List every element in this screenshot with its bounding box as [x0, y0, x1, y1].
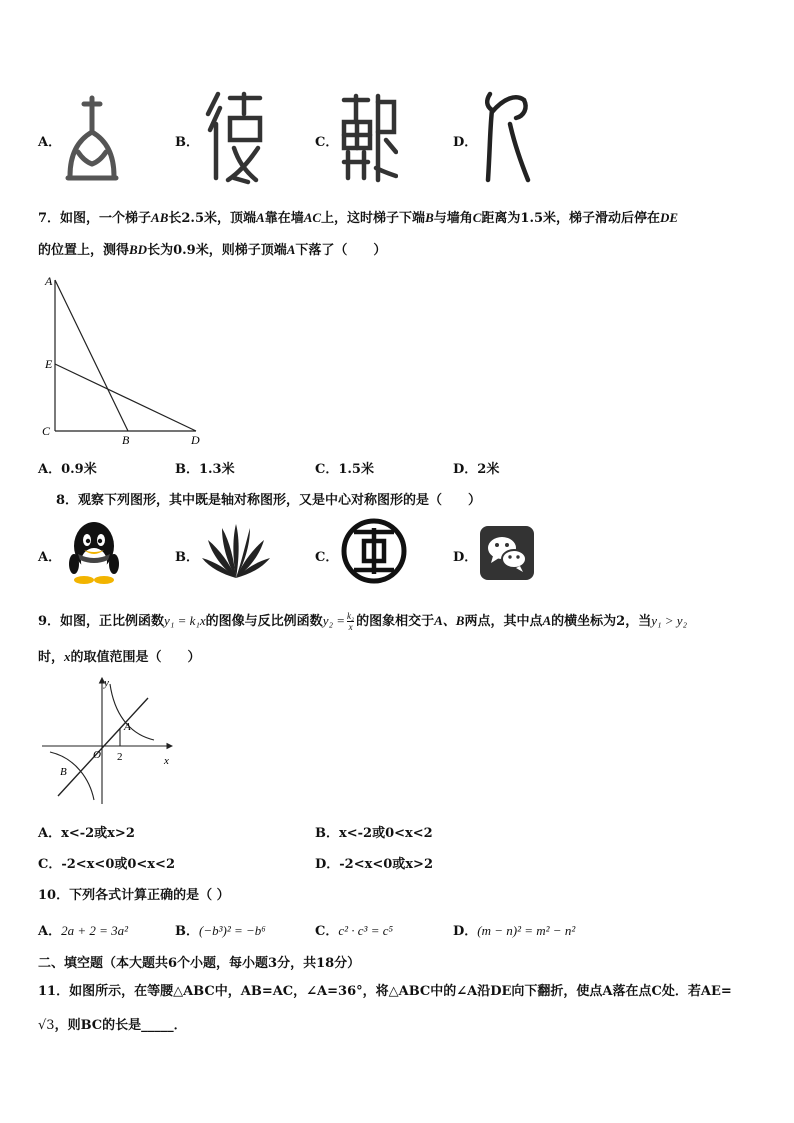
q7-option-a: A．0.9米 — [38, 462, 97, 477]
point-b-label: B — [60, 766, 67, 778]
q10-option-a-expr: 2a + 2 = 3a² — [61, 923, 129, 938]
option-d-label: D． — [453, 135, 478, 150]
q7-stem-line2 — [38, 239, 386, 258]
q10-option-a-label: A． — [38, 924, 62, 939]
q9-condition: y₁ > y₂ — [651, 613, 688, 628]
q10-option-c — [315, 920, 393, 939]
q7-text: 上，这时梯子下端 — [321, 211, 426, 226]
y-axis-label: y — [104, 677, 109, 689]
q10-option-a — [38, 920, 128, 939]
q10-option-c-label: C． — [315, 924, 339, 939]
q9-text: 两点，其中点 — [464, 614, 543, 629]
q11-sqrt3: √3 — [38, 1018, 55, 1033]
function-graph-figure — [38, 672, 184, 808]
q8-stem: 8．观察下列图形，其中既是轴对称图形，又是中心对称图形的是（ ） — [56, 493, 482, 508]
q10-option-d-expr: (m − n)² = m² − n² — [477, 923, 576, 938]
option-a-label: A． — [38, 135, 62, 150]
q7-text: 距离为1.5米，梯子滑动后停在 — [481, 211, 661, 226]
point-e-label: E — [45, 357, 53, 371]
ladder-ed — [55, 364, 196, 431]
q11-stem-line2 — [38, 1014, 187, 1033]
q7-text: 与墙角 — [433, 211, 473, 226]
q9-option-b: B．x<-2或0<x<2 — [315, 826, 433, 841]
ladder-figure — [36, 270, 206, 450]
q7-var-c: C — [472, 210, 482, 225]
q9-text: 的图象相交于 — [356, 614, 435, 629]
q10-option-b — [175, 920, 266, 939]
seal-character-b-image — [204, 90, 264, 186]
q8-option-d-label: D． — [453, 550, 478, 565]
fan-petal-logo-image — [200, 520, 272, 582]
q10-option-b-expr: (−b³)² = −b⁶ — [199, 923, 266, 938]
q9-fraction-numerator: k₂ — [347, 611, 355, 621]
q9-points: A、B — [434, 613, 465, 628]
q10-option-b-label: B． — [175, 924, 199, 939]
seal-character-a-image — [64, 92, 120, 184]
line-y1 — [58, 698, 148, 796]
q9-text: 的取值范围是（ ） — [70, 650, 201, 665]
q10-stem: 10．下列各式计算正确的是（ ） — [38, 888, 230, 903]
q8-option-a-label: A． — [38, 550, 62, 565]
q9-text: 时， — [38, 650, 65, 665]
q10-option-d — [453, 920, 575, 939]
q9-text: 9．如图，正比例函数 — [38, 614, 165, 629]
q9-option-d: D．-2<x<0或x>2 — [315, 857, 433, 872]
bank-coin-logo-image — [340, 518, 408, 584]
chat-bubbles-logo-image — [480, 526, 534, 580]
q11-answer-blank-text: ，则BC的长是_____． — [54, 1018, 187, 1033]
point-c-label: C — [42, 424, 51, 438]
point-b-label: B — [122, 433, 130, 447]
q9-text: 的横坐标为2，当 — [551, 614, 652, 629]
origin-label: O — [93, 749, 101, 761]
q9-text: 的图像与反比例函数 — [205, 614, 323, 629]
q7-option-b: B．1.3米 — [175, 462, 235, 477]
q9-point-a: A — [542, 613, 552, 628]
q7-text: 的位置上，测得 — [38, 243, 130, 258]
ladder-ab — [55, 280, 128, 431]
x-axis-label: x — [164, 755, 169, 767]
q7-text: 长为0.9米，则梯子顶端 — [147, 243, 287, 258]
q7-var-ac: AC — [303, 210, 322, 225]
q9-option-c: C．-2<x<0或0<x<2 — [38, 857, 175, 872]
q7-option-d: D．2米 — [453, 462, 500, 477]
q7-var-a: A — [286, 242, 296, 257]
option-b-label: B． — [175, 135, 199, 150]
q10-option-d-label: D． — [453, 924, 478, 939]
penguin-logo-image — [62, 518, 126, 586]
q9-formula-y1: y₁ = k₁x — [164, 613, 206, 628]
seal-character-d-image — [480, 88, 536, 186]
tick-2-label: 2 — [117, 751, 123, 763]
q7-var-bd: BD — [129, 242, 148, 257]
q7-var-a: A — [256, 210, 265, 225]
q9-formula-y2: y₂ = — [322, 613, 345, 628]
q7-text: 靠在墙 — [264, 211, 304, 226]
q9-fraction — [347, 611, 354, 632]
q7-option-c: C．1.5米 — [315, 462, 374, 477]
q7-text: 长2.5米，顶端 — [168, 211, 257, 226]
point-a-label: A — [45, 274, 53, 288]
q11-stem-line1: 11．如图所示，在等腰△ABC中，AB=AC，∠A=36°，将△ABC中的∠A沿DE向下翻折，使点A落在点C处．若AE= — [38, 984, 732, 999]
q8-option-c-label: C． — [315, 550, 339, 565]
section-2-heading: 二、填空题（本大题共6个小题，每小题3分，共18分） — [38, 956, 361, 971]
q9-stem-line2 — [38, 646, 201, 665]
q7-var-b: B — [425, 210, 434, 225]
q9-var-x: x — [64, 649, 71, 664]
seal-character-c-image — [340, 92, 398, 184]
q7-var-de: DE — [660, 210, 679, 225]
q10-option-c-expr: c² · c³ = c⁵ — [338, 923, 394, 938]
point-a-label: A — [124, 721, 131, 733]
hyperbola-branch-left — [50, 752, 94, 800]
q9-option-a: A．x<-2或x>2 — [38, 826, 135, 841]
q8-option-b-label: B． — [175, 550, 199, 565]
q9-fraction-denominator: x — [348, 622, 353, 632]
q7-stem-line1 — [38, 207, 678, 226]
q7-text: 下落了（ ） — [295, 243, 387, 258]
q9-stem-line1 — [38, 610, 687, 632]
q7-text: 7．如图，一个梯子 — [38, 211, 152, 226]
point-d-label: D — [191, 433, 200, 447]
option-c-label: C． — [315, 135, 339, 150]
q7-var-ab: AB — [151, 210, 169, 225]
